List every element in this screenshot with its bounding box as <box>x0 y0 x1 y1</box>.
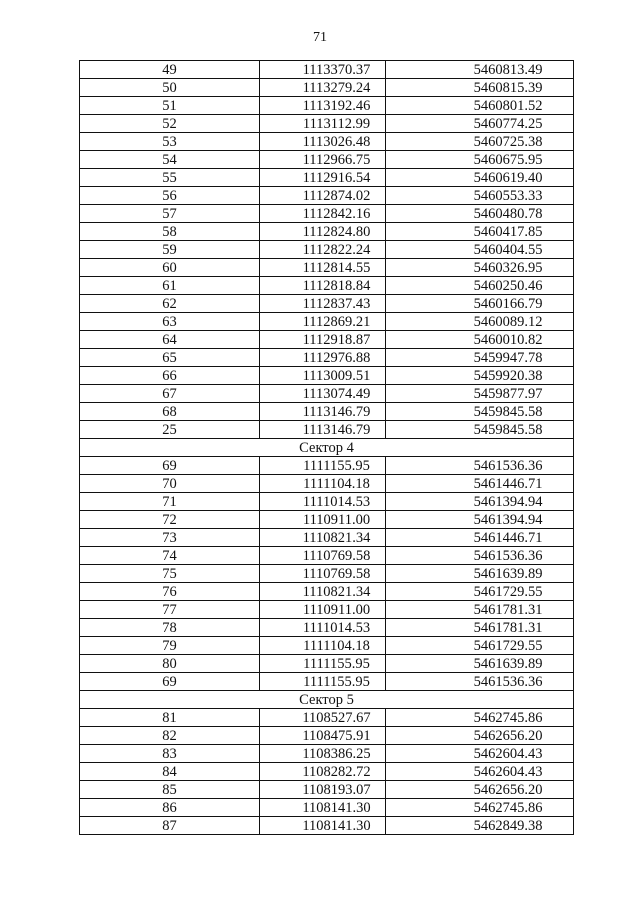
y-coordinate-cell: 5461446.71 <box>386 529 574 547</box>
y-coordinate-cell: 5459920.38 <box>386 367 574 385</box>
table-row <box>80 475 574 493</box>
table-row <box>80 799 574 817</box>
x-coordinate-cell: 1113146.79 <box>260 403 386 421</box>
y-coordinate-cell: 5460725.38 <box>386 133 574 151</box>
x-coordinate-cell: 1112822.24 <box>260 241 386 259</box>
y-coordinate-cell: 5461536.36 <box>386 673 574 691</box>
point-number-cell: 76 <box>80 583 260 601</box>
y-coordinate-cell: 5460774.25 <box>386 115 574 133</box>
y-coordinate-cell: 5459877.97 <box>386 385 574 403</box>
point-number-cell: 59 <box>80 241 260 259</box>
y-coordinate-cell: 5459845.58 <box>386 421 574 439</box>
point-number-cell: 50 <box>80 79 260 97</box>
point-number-cell: 66 <box>80 367 260 385</box>
table-row <box>80 115 574 133</box>
x-coordinate-cell: 1111155.95 <box>260 673 386 691</box>
table-row <box>80 349 574 367</box>
table-row <box>80 79 574 97</box>
x-coordinate-cell: 1108282.72 <box>260 763 386 781</box>
x-coordinate-cell: 1112976.88 <box>260 349 386 367</box>
point-number-cell: 74 <box>80 547 260 565</box>
y-coordinate-cell: 5460326.95 <box>386 259 574 277</box>
table-row <box>80 817 574 835</box>
x-coordinate-cell: 1108141.30 <box>260 799 386 817</box>
y-coordinate-cell: 5460166.79 <box>386 295 574 313</box>
x-coordinate-cell: 1108527.67 <box>260 709 386 727</box>
x-coordinate-cell: 1113279.24 <box>260 79 386 97</box>
table-row <box>80 745 574 763</box>
x-coordinate-cell: 1108141.30 <box>260 817 386 835</box>
y-coordinate-cell: 5461781.31 <box>386 619 574 637</box>
x-coordinate-cell: 1113112.99 <box>260 115 386 133</box>
point-number-cell: 71 <box>80 493 260 511</box>
point-number-cell: 70 <box>80 475 260 493</box>
x-coordinate-cell: 1112918.87 <box>260 331 386 349</box>
x-coordinate-cell: 1112869.21 <box>260 313 386 331</box>
table-row <box>80 601 574 619</box>
point-number-cell: 77 <box>80 601 260 619</box>
y-coordinate-cell: 5461639.89 <box>386 655 574 673</box>
sector-header-row <box>80 439 574 457</box>
table-row <box>80 421 574 439</box>
table-row <box>80 655 574 673</box>
x-coordinate-cell: 1112818.84 <box>260 277 386 295</box>
x-coordinate-cell: 1112916.54 <box>260 169 386 187</box>
table-row <box>80 97 574 115</box>
point-number-cell: 60 <box>80 259 260 277</box>
y-coordinate-cell: 5462849.38 <box>386 817 574 835</box>
y-coordinate-cell: 5460815.39 <box>386 79 574 97</box>
table-row <box>80 565 574 583</box>
point-number-cell: 63 <box>80 313 260 331</box>
x-coordinate-cell: 1110911.00 <box>260 511 386 529</box>
table-row <box>80 547 574 565</box>
x-coordinate-cell: 1112814.55 <box>260 259 386 277</box>
y-coordinate-cell: 5459947.78 <box>386 349 574 367</box>
point-number-cell: 69 <box>80 673 260 691</box>
table-row <box>80 583 574 601</box>
point-number-cell: 67 <box>80 385 260 403</box>
point-number-cell: 56 <box>80 187 260 205</box>
y-coordinate-cell: 5460010.82 <box>386 331 574 349</box>
x-coordinate-cell: 1112842.16 <box>260 205 386 223</box>
table-row <box>80 673 574 691</box>
table-row <box>80 61 574 79</box>
table-row <box>80 781 574 799</box>
y-coordinate-cell: 5459845.58 <box>386 403 574 421</box>
y-coordinate-cell: 5461536.36 <box>386 457 574 475</box>
table-row <box>80 205 574 223</box>
x-coordinate-cell: 1113146.79 <box>260 421 386 439</box>
y-coordinate-cell: 5460404.55 <box>386 241 574 259</box>
table-row <box>80 385 574 403</box>
point-number-cell: 87 <box>80 817 260 835</box>
table-row <box>80 727 574 745</box>
x-coordinate-cell: 1112966.75 <box>260 151 386 169</box>
y-coordinate-cell: 5460801.52 <box>386 97 574 115</box>
y-coordinate-cell: 5461639.89 <box>386 565 574 583</box>
table-row <box>80 187 574 205</box>
y-coordinate-cell: 5461394.94 <box>386 511 574 529</box>
x-coordinate-cell: 1111014.53 <box>260 619 386 637</box>
table-row <box>80 367 574 385</box>
point-number-cell: 55 <box>80 169 260 187</box>
table-row <box>80 331 574 349</box>
point-number-cell: 52 <box>80 115 260 133</box>
table-row <box>80 133 574 151</box>
table-row <box>80 763 574 781</box>
x-coordinate-cell: 1113370.37 <box>260 61 386 79</box>
x-coordinate-cell: 1111014.53 <box>260 493 386 511</box>
x-coordinate-cell: 1112837.43 <box>260 295 386 313</box>
point-number-cell: 84 <box>80 763 260 781</box>
x-coordinate-cell: 1108386.25 <box>260 745 386 763</box>
point-number-cell: 25 <box>80 421 260 439</box>
point-number-cell: 62 <box>80 295 260 313</box>
x-coordinate-cell: 1113009.51 <box>260 367 386 385</box>
page-number: 71 <box>313 30 327 45</box>
y-coordinate-cell: 5460417.85 <box>386 223 574 241</box>
point-number-cell: 78 <box>80 619 260 637</box>
point-number-cell: 49 <box>80 61 260 79</box>
y-coordinate-cell: 5460619.40 <box>386 169 574 187</box>
point-number-cell: 51 <box>80 97 260 115</box>
point-number-cell: 57 <box>80 205 260 223</box>
coordinates-table <box>79 60 574 835</box>
point-number-cell: 75 <box>80 565 260 583</box>
table-row <box>80 223 574 241</box>
y-coordinate-cell: 5461729.55 <box>386 583 574 601</box>
point-number-cell: 73 <box>80 529 260 547</box>
x-coordinate-cell: 1111104.18 <box>260 637 386 655</box>
x-coordinate-cell: 1112824.80 <box>260 223 386 241</box>
table-row <box>80 295 574 313</box>
table-row <box>80 457 574 475</box>
point-number-cell: 85 <box>80 781 260 799</box>
table-row <box>80 313 574 331</box>
x-coordinate-cell: 1108193.07 <box>260 781 386 799</box>
point-number-cell: 81 <box>80 709 260 727</box>
sector-header-row <box>80 691 574 709</box>
y-coordinate-cell: 5462604.43 <box>386 745 574 763</box>
y-coordinate-cell: 5460480.78 <box>386 205 574 223</box>
table-row <box>80 169 574 187</box>
x-coordinate-cell: 1110911.00 <box>260 601 386 619</box>
table-row <box>80 709 574 727</box>
x-coordinate-cell: 1111155.95 <box>260 457 386 475</box>
table-row <box>80 259 574 277</box>
point-number-cell: 82 <box>80 727 260 745</box>
table-row <box>80 403 574 421</box>
y-coordinate-cell: 5462656.20 <box>386 727 574 745</box>
y-coordinate-cell: 5462745.86 <box>386 799 574 817</box>
table-row <box>80 637 574 655</box>
y-coordinate-cell: 5460250.46 <box>386 277 574 295</box>
table-row <box>80 493 574 511</box>
sector-title: Сектор 5 <box>80 691 574 709</box>
table-row <box>80 511 574 529</box>
y-coordinate-cell: 5462656.20 <box>386 781 574 799</box>
table-row <box>80 529 574 547</box>
y-coordinate-cell: 5460553.33 <box>386 187 574 205</box>
point-number-cell: 61 <box>80 277 260 295</box>
point-number-cell: 64 <box>80 331 260 349</box>
y-coordinate-cell: 5460089.12 <box>386 313 574 331</box>
y-coordinate-cell: 5460813.49 <box>386 61 574 79</box>
x-coordinate-cell: 1112874.02 <box>260 187 386 205</box>
point-number-cell: 68 <box>80 403 260 421</box>
x-coordinate-cell: 1113026.48 <box>260 133 386 151</box>
x-coordinate-cell: 1110769.58 <box>260 565 386 583</box>
x-coordinate-cell: 1111155.95 <box>260 655 386 673</box>
y-coordinate-cell: 5461781.31 <box>386 601 574 619</box>
y-coordinate-cell: 5462745.86 <box>386 709 574 727</box>
point-number-cell: 58 <box>80 223 260 241</box>
point-number-cell: 80 <box>80 655 260 673</box>
x-coordinate-cell: 1108475.91 <box>260 727 386 745</box>
table-row <box>80 241 574 259</box>
point-number-cell: 69 <box>80 457 260 475</box>
y-coordinate-cell: 5461394.94 <box>386 493 574 511</box>
y-coordinate-cell: 5462604.43 <box>386 763 574 781</box>
y-coordinate-cell: 5461536.36 <box>386 547 574 565</box>
table-row <box>80 277 574 295</box>
x-coordinate-cell: 1110821.34 <box>260 529 386 547</box>
y-coordinate-cell: 5460675.95 <box>386 151 574 169</box>
table-row <box>80 619 574 637</box>
y-coordinate-cell: 5461729.55 <box>386 637 574 655</box>
point-number-cell: 83 <box>80 745 260 763</box>
point-number-cell: 72 <box>80 511 260 529</box>
y-coordinate-cell: 5461446.71 <box>386 475 574 493</box>
point-number-cell: 53 <box>80 133 260 151</box>
point-number-cell: 65 <box>80 349 260 367</box>
point-number-cell: 79 <box>80 637 260 655</box>
table-row <box>80 151 574 169</box>
x-coordinate-cell: 1113074.49 <box>260 385 386 403</box>
point-number-cell: 54 <box>80 151 260 169</box>
coordinates-table-body <box>80 61 574 835</box>
x-coordinate-cell: 1111104.18 <box>260 475 386 493</box>
sector-title: Сектор 4 <box>80 439 574 457</box>
x-coordinate-cell: 1110769.58 <box>260 547 386 565</box>
x-coordinate-cell: 1113192.46 <box>260 97 386 115</box>
point-number-cell: 86 <box>80 799 260 817</box>
x-coordinate-cell: 1110821.34 <box>260 583 386 601</box>
